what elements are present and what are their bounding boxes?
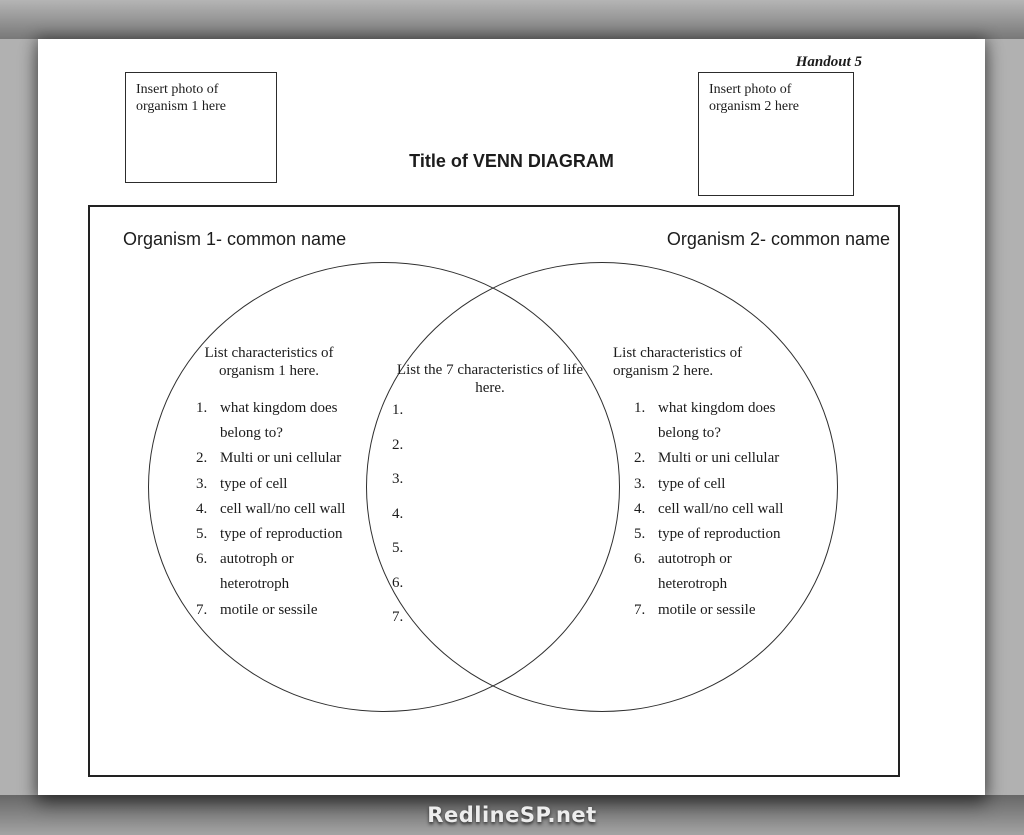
item-text: type of cell — [220, 475, 288, 492]
middle-item-number: 4. — [392, 505, 404, 522]
left-characteristics-list — [196, 396, 345, 623]
list-item — [634, 497, 783, 522]
item-number: 4. — [196, 500, 208, 517]
photo-box-1-text-line: organism 1 here — [136, 99, 226, 114]
item-text: type of reproduction — [658, 526, 781, 543]
item-text: belong to? — [658, 425, 721, 442]
item-text: motile or sessile — [658, 601, 756, 618]
middle-item-number: 6. — [392, 574, 404, 591]
middle-header-line: List the 7 characteristics of life — [396, 362, 584, 378]
item-text: heterotroph — [220, 576, 290, 593]
middle-header-line: here. — [475, 380, 505, 396]
item-number: 6. — [196, 551, 208, 568]
list-item — [634, 396, 783, 446]
item-text: motile or sessile — [220, 601, 318, 618]
background-shade-bottom — [0, 795, 1024, 835]
item-number: 2. — [634, 450, 646, 467]
list-item — [634, 472, 783, 497]
right-characteristics-list — [634, 396, 783, 623]
middle-item-number: 1. — [392, 402, 404, 418]
item-number: 2. — [196, 450, 208, 467]
item-number: 1. — [196, 400, 208, 416]
right-circle-header — [613, 344, 793, 380]
item-text: what kingdom does — [658, 400, 776, 416]
photo-box-1-text-line: Insert photo of — [136, 82, 219, 97]
left-circle-header — [185, 344, 353, 380]
item-number: 5. — [634, 526, 646, 543]
list-item — [196, 497, 345, 522]
item-number: 3. — [196, 475, 208, 492]
list-item — [196, 547, 345, 597]
item-text: type of reproduction — [220, 526, 343, 543]
list-item — [196, 522, 345, 547]
list-item — [196, 472, 345, 497]
item-text: Multi or uni cellular — [220, 450, 342, 467]
document-page — [38, 39, 985, 795]
middle-numbered-list — [392, 393, 403, 635]
left-circle-header-line: List characteristics of — [204, 345, 334, 361]
right-circle-header-line: List characteristics of — [613, 345, 743, 361]
middle-item-number: 7. — [392, 609, 404, 625]
handout-label: Handout 5 — [795, 54, 862, 70]
left-circle-header-line: organism 1 here. — [218, 363, 320, 379]
list-item — [196, 446, 345, 471]
list-item — [634, 522, 783, 547]
item-text: belong to? — [220, 425, 283, 442]
item-text: autotroph or — [658, 551, 732, 568]
page-title: Title of VENN DIAGRAM — [409, 151, 614, 171]
photo-box-2-text-line: Insert photo of — [709, 82, 792, 97]
list-item — [196, 598, 345, 623]
right-circle-header-line: organism 2 here. — [613, 363, 714, 379]
list-item — [634, 547, 783, 597]
item-number: 6. — [634, 551, 646, 568]
item-text: cell wall/no cell wall — [658, 500, 784, 517]
item-text: what kingdom does — [220, 400, 338, 416]
item-text: autotroph or — [220, 551, 294, 568]
middle-item-number: 5. — [392, 540, 404, 556]
list-item — [196, 396, 345, 446]
item-number: 4. — [634, 500, 646, 517]
item-text: heterotroph — [658, 576, 728, 593]
organism-1-label: Organism 1- common name — [123, 229, 347, 249]
organism-2-label: Organism 2- common name — [666, 229, 890, 249]
item-number: 3. — [634, 475, 646, 492]
background-shade-top — [0, 0, 1024, 39]
item-number: 1. — [634, 400, 646, 416]
item-number: 5. — [196, 526, 208, 543]
list-item — [634, 598, 783, 623]
photo-box-2-text-line: organism 2 here — [709, 99, 799, 114]
item-text: cell wall/no cell wall — [220, 500, 346, 517]
item-number: 7. — [634, 601, 646, 618]
item-text: type of cell — [658, 475, 726, 492]
item-number: 7. — [196, 601, 208, 618]
list-item — [634, 446, 783, 471]
middle-item-number: 2. — [392, 436, 404, 453]
item-text: Multi or uni cellular — [658, 450, 780, 467]
middle-section-header — [375, 361, 605, 397]
middle-item-number: 3. — [392, 471, 404, 487]
photo-box-organism-2 — [698, 72, 854, 196]
watermark-text: RedlineSP.net — [427, 803, 597, 827]
